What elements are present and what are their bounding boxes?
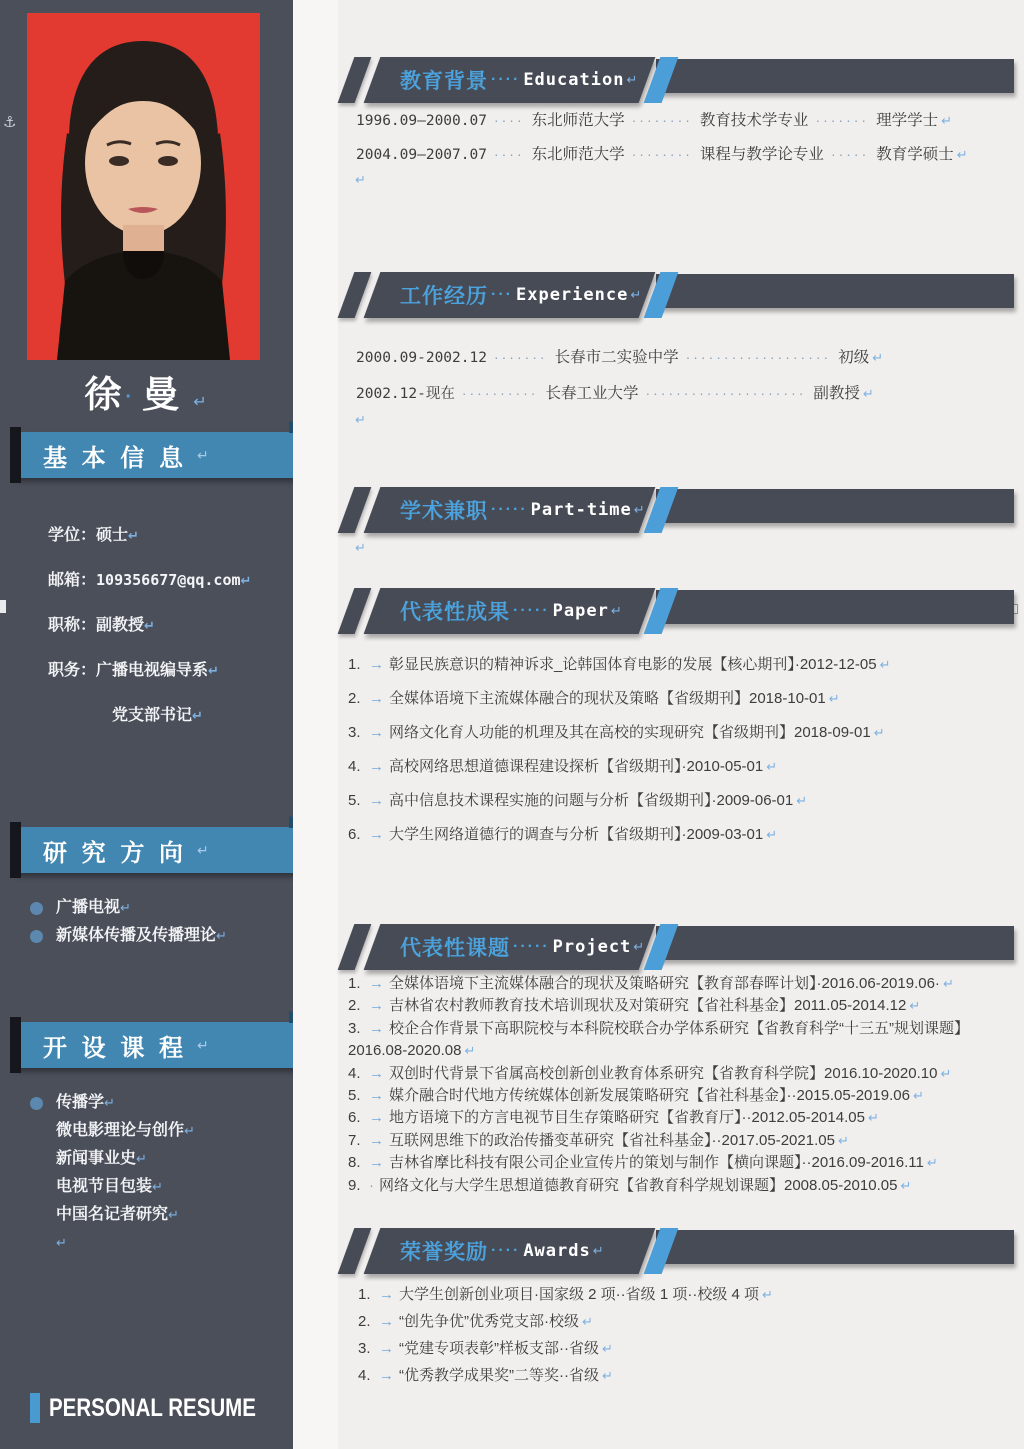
tab-arrow-icon: → <box>369 1109 384 1127</box>
tab-arrow-icon: → <box>369 1154 384 1172</box>
item-number: 6. <box>348 826 361 843</box>
leader-dots: ···· <box>493 112 525 128</box>
paper-item <box>348 682 1016 716</box>
ribbon-band <box>15 432 315 478</box>
return-mark-icon: ↵ <box>610 603 622 618</box>
ribbon-band <box>15 1022 315 1068</box>
item-number: 1. <box>348 975 361 992</box>
portrait-photo <box>27 13 260 360</box>
item-text: 吉林省农村教师教育技术培训现状及对策研究【省社科基金】2011.05-2014.12 <box>389 997 907 1015</box>
list-item <box>30 922 280 950</box>
item-number: 4. <box>358 1367 371 1384</box>
paper-list <box>348 648 1016 852</box>
section-header-awards <box>340 1228 1016 1276</box>
leader-dots: ·········· <box>461 385 539 401</box>
header-title-zh: 教育背景 <box>400 70 488 93</box>
return-mark-icon: ↵ <box>192 708 203 723</box>
return-mark-icon: ↵ <box>867 1110 879 1126</box>
dot-separator: · <box>369 1176 374 1194</box>
footer-brand <box>30 1393 301 1423</box>
education-row <box>356 104 1016 138</box>
item-text: 媒介融合时代地方传统媒体创新发展策略研究【省社科基金】··2015.05-2019.06 <box>389 1087 910 1105</box>
return-mark-icon: ↵ <box>144 618 155 633</box>
basic-info-list <box>48 513 288 738</box>
courses-list <box>30 1089 280 1257</box>
tab-arrow-icon: → <box>379 1313 394 1330</box>
item-text: 双创时代背景下省属高校创新创业教育体系研究【省教育科学院】2016.10-2020.10 <box>389 1064 938 1082</box>
empty-line <box>30 1229 280 1257</box>
name-first: 徐 <box>84 374 124 415</box>
ribbon-edge <box>10 427 21 483</box>
info-value: 109356677@qq.com <box>96 571 241 589</box>
row-time: 1996.09—2000.07 <box>356 113 487 129</box>
header-bar <box>656 489 1014 523</box>
ribbon-band <box>15 827 315 873</box>
return-mark-icon: ↵ <box>104 1095 115 1110</box>
ribbon-title: 基 本 信 息 <box>43 444 188 472</box>
return-mark-icon: ↵ <box>828 691 840 706</box>
info-item-email <box>48 558 288 603</box>
awards-list <box>348 1281 1016 1389</box>
education-rows <box>356 104 1016 172</box>
return-mark-icon: ↵ <box>912 1088 924 1104</box>
item-text: “创先争优”优秀党支部·校级 <box>399 1313 579 1330</box>
name-last: 曼 <box>141 374 181 415</box>
return-mark-icon: ↵ <box>766 827 778 842</box>
row-title: 初级 <box>838 349 870 366</box>
return-mark-icon: ↵ <box>464 1043 476 1059</box>
main-column <box>340 0 1016 1449</box>
project-item <box>348 1130 1016 1152</box>
item-text: 大学生创新创业项目·国家级 2 项··省级 1 项··校级 4 项 <box>399 1286 760 1303</box>
leader-dots: ····· <box>830 146 870 162</box>
return-mark-icon: ↵ <box>942 976 954 991</box>
leader-dots: ····················· <box>645 385 807 401</box>
tab-arrow-icon: → <box>369 826 384 843</box>
project-item <box>348 1152 1016 1174</box>
item-number: 2. <box>358 1313 371 1330</box>
bullet-icon <box>30 930 43 943</box>
item-text: 全媒体语境下主流媒体融合的现状及策略【省级期刊】2018-10-01 <box>389 690 826 707</box>
info-value: 副教授 <box>96 617 145 634</box>
item-number: 3. <box>348 724 361 741</box>
row-title: 副教授 <box>813 385 860 402</box>
leader-dots: ··················· <box>685 349 832 365</box>
return-mark-icon: ↵ <box>216 928 227 943</box>
info-label: 职务： <box>48 662 97 679</box>
item-text: 吉林省摩比科技有限公司企业宣传片的策划与制作【横向课题】··2016.09-2016.11 <box>389 1154 924 1172</box>
return-mark-icon: ↵ <box>626 72 638 87</box>
footer-accent-bar <box>30 1393 40 1423</box>
list-item <box>30 1117 280 1145</box>
row-org: 长春市二实验中学 <box>554 349 679 366</box>
return-mark-icon: ↵ <box>208 663 219 678</box>
item-text: 电视节目包装 <box>56 1178 153 1195</box>
tab-arrow-icon: → <box>369 690 384 707</box>
return-mark-icon: ↵ <box>601 1341 613 1356</box>
return-mark-icon: ↵ <box>592 1243 604 1258</box>
header-bar <box>656 926 1014 960</box>
return-mark-icon: ↵ <box>56 1235 67 1250</box>
header-title-zh: 代表性课题 <box>400 937 510 960</box>
row-school: 东北师范大学 <box>531 146 625 163</box>
header-title-en: Project <box>552 937 632 957</box>
footer-text: PERSONAL RESUME <box>49 1393 256 1422</box>
item-text: 全媒体语境下主流媒体融合的现状及策略研究【教育部春晖计划】·2016.06-2019.06· <box>389 975 940 992</box>
return-mark-icon: ↵ <box>355 412 366 427</box>
return-mark-icon: ↵ <box>940 1065 952 1081</box>
bullet-icon <box>30 902 43 915</box>
return-mark-icon: ↵ <box>862 386 874 401</box>
return-mark-icon: ↵ <box>900 1177 912 1193</box>
name-dot-icon: · <box>125 385 134 408</box>
row-major: 教育技术学专业 <box>699 112 809 129</box>
experience-rows <box>356 340 1016 412</box>
return-mark-icon: ↵ <box>909 998 921 1014</box>
return-mark-icon: ↵ <box>872 350 884 365</box>
header-bar <box>656 590 1014 624</box>
project-item <box>348 995 1016 1017</box>
paper-item <box>348 716 1016 750</box>
return-mark-icon: ↵ <box>941 113 952 128</box>
project-item <box>348 1063 1016 1085</box>
return-mark-icon: ↵ <box>766 759 778 774</box>
header-banner <box>364 924 656 970</box>
item-number: 4. <box>348 1064 361 1082</box>
return-mark-icon: ↵ <box>633 939 645 954</box>
info-value: 广播电视编导系 <box>96 662 209 679</box>
header-title-en: Awards <box>523 1241 591 1261</box>
experience-row <box>356 376 1016 412</box>
return-mark-icon: ↵ <box>355 540 366 555</box>
item-number: 1. <box>358 1286 371 1303</box>
row-major: 课程与教学论专业 <box>699 146 824 163</box>
header-title-en: Experience <box>515 285 629 305</box>
item-text: 中国名记者研究 <box>56 1206 169 1223</box>
return-mark-icon: ↵ <box>197 841 209 858</box>
header-bar <box>656 1230 1014 1264</box>
item-number: 8. <box>348 1154 361 1172</box>
return-mark-icon: ↵ <box>152 1179 163 1194</box>
tab-arrow-icon: → <box>369 792 384 809</box>
return-mark-icon: ↵ <box>197 1036 209 1053</box>
row-degree: 教育学硕士 <box>876 146 954 163</box>
section-header-experience <box>340 272 1016 320</box>
return-mark-icon: ↵ <box>796 793 808 808</box>
item-text: “党建专项表彰”样板支部··省级 <box>399 1340 599 1357</box>
header-banner <box>364 588 656 634</box>
info-value: 硕士 <box>96 527 129 544</box>
row-time: 2004.09—2007.07 <box>356 147 487 163</box>
project-item <box>348 1085 1016 1107</box>
tab-arrow-icon: → <box>369 1064 384 1082</box>
info-label: 职称： <box>48 617 97 634</box>
tab-arrow-icon: → <box>369 1131 384 1149</box>
return-mark-icon: ↵ <box>762 1287 773 1302</box>
header-dots: ··· <box>491 286 513 303</box>
return-mark-icon: ↵ <box>926 1155 938 1171</box>
section-header-paper <box>340 588 1016 636</box>
header-dots: ···· <box>491 1242 521 1259</box>
item-number: 7. <box>348 1131 361 1149</box>
return-mark-icon: ↵ <box>136 1151 147 1166</box>
list-item <box>30 1145 280 1173</box>
list-item <box>30 1173 280 1201</box>
item-number: 6. <box>348 1109 361 1127</box>
leader-dots: ········ <box>631 146 693 162</box>
return-mark-icon: ↵ <box>633 502 645 517</box>
return-mark-icon: ↵ <box>184 1123 195 1138</box>
bullet-icon <box>30 1097 43 1110</box>
return-mark-icon: ↵ <box>355 172 366 187</box>
item-number: 5. <box>348 792 361 809</box>
item-text: 校企合作背景下高职院校与本科院校联合办学体系研究【省教育科学“十三五”规划课题】2016.08-2020.08 <box>348 1019 969 1060</box>
row-time: 2000.09-2002.12 <box>356 350 487 366</box>
tab-arrow-icon: → <box>369 656 384 673</box>
project-list <box>348 973 1016 1197</box>
project-item <box>348 1018 1016 1063</box>
list-item <box>30 1089 280 1117</box>
ribbon-edge <box>10 1017 21 1073</box>
info-item-position2 <box>48 693 288 738</box>
item-text: 微电影理论与创作 <box>56 1122 185 1139</box>
award-item <box>358 1362 1016 1389</box>
ribbon-courses <box>10 1022 315 1068</box>
paper-item <box>348 750 1016 784</box>
tab-arrow-icon: → <box>369 1087 384 1105</box>
return-mark-icon: ↵ <box>128 528 139 543</box>
return-mark-icon: ↵ <box>582 1314 593 1329</box>
header-banner <box>364 1228 656 1274</box>
header-bar <box>656 59 1014 93</box>
project-item <box>348 973 1016 995</box>
item-text: 大学生网络道德行的调查与分析【省级期刊】·2009-03-01 <box>389 826 764 843</box>
row-degree: 理学学士 <box>876 112 939 129</box>
return-mark-icon: ↵ <box>837 1132 849 1148</box>
research-list <box>30 894 280 950</box>
education-row <box>356 138 1016 172</box>
info-label: 邮箱： <box>48 572 97 589</box>
row-time: 2002.12-现在 <box>356 386 455 402</box>
paper-item <box>348 648 1016 682</box>
ribbon-edge <box>10 822 21 878</box>
item-text: “优秀教学成果奖”二等奖··省级 <box>399 1367 599 1384</box>
return-mark-icon: ↵ <box>240 573 252 588</box>
header-banner <box>364 57 656 103</box>
tab-arrow-icon: → <box>379 1367 394 1384</box>
item-number: 9. <box>348 1176 361 1194</box>
tab-arrow-icon: → <box>369 1019 384 1037</box>
leader-dots: ······· <box>815 112 870 128</box>
item-number: 4. <box>348 758 361 775</box>
row-school: 东北师范大学 <box>531 112 625 129</box>
header-banner <box>364 487 656 533</box>
tab-arrow-icon: → <box>369 975 384 992</box>
info-item-degree <box>48 513 288 558</box>
page-gap <box>293 0 338 1449</box>
header-dots: ····· <box>513 602 550 619</box>
ribbon-research <box>10 827 315 873</box>
tab-arrow-icon: → <box>369 997 384 1015</box>
header-title-zh: 荣誉奖励 <box>400 1241 488 1264</box>
award-item <box>358 1281 1016 1308</box>
item-number: 2. <box>348 690 361 707</box>
item-number: 3. <box>358 1340 371 1357</box>
item-number: 3. <box>348 1019 361 1037</box>
header-dots: ···· <box>491 71 521 88</box>
tab-arrow-icon: → <box>369 724 384 741</box>
ribbon-title: 开 设 课 程 <box>43 1034 188 1062</box>
item-text: 网络文化育人功能的机理及其在高校的实现研究【省级期刊】2018-09-01 <box>389 724 871 741</box>
item-text: 互联网思维下的政治传播变革研究【省社科基金】··2017.05-2021.05 <box>389 1131 835 1149</box>
award-item <box>358 1335 1016 1362</box>
header-banner <box>364 272 656 318</box>
item-number: 2. <box>348 997 361 1015</box>
return-mark-icon: ↵ <box>601 1368 613 1383</box>
info-value: 党支部书记 <box>112 707 193 724</box>
paper-item <box>348 784 1016 818</box>
item-text: 高中信息技术课程实施的问题与分析【省级期刊】·2009-06-01 <box>389 792 794 809</box>
project-item <box>348 1107 1016 1129</box>
header-title-en: Education <box>523 70 625 90</box>
return-mark-icon: ↵ <box>873 725 885 740</box>
item-number: 5. <box>348 1087 361 1105</box>
return-mark-icon: ↵ <box>197 446 209 463</box>
header-title-en: Part-time <box>530 500 632 520</box>
return-mark-icon: ↵ <box>168 1207 179 1222</box>
list-item <box>30 894 280 922</box>
info-item-position <box>48 648 288 693</box>
list-item <box>30 1201 280 1229</box>
header-title-en: Paper <box>552 601 609 621</box>
header-dots: ····· <box>491 501 528 518</box>
row-org: 长春工业大学 <box>545 385 639 402</box>
item-text: 高校网络思想道德课程建设探析【省级期刊】·2010-05-01 <box>389 758 764 775</box>
item-text: 广播电视 <box>56 899 121 916</box>
sidebar <box>0 0 293 1449</box>
item-text: 彰显民族意识的精神诉求_论韩国体育电影的发展【核心期刊】·2012-12-05 <box>389 656 877 673</box>
info-label: 学位： <box>48 527 97 544</box>
section-header-parttime <box>340 487 1016 535</box>
return-mark-icon: ↵ <box>956 147 968 162</box>
ribbon-title: 研 究 方 向 <box>43 839 188 867</box>
award-item <box>358 1308 1016 1335</box>
return-mark-icon: ↵ <box>630 287 642 302</box>
item-text: 新媒体传播及传播理论 <box>56 927 217 944</box>
item-text: 网络文化与大学生思想道德教育研究【省教育科学规划课题】2008.05-2010.05 <box>379 1176 898 1194</box>
leader-dots: ···· <box>493 146 525 162</box>
header-title-zh: 工作经历 <box>400 285 488 308</box>
paper-item <box>348 818 1016 852</box>
item-number: 1. <box>348 656 361 673</box>
tab-arrow-icon: → <box>379 1286 394 1303</box>
experience-row <box>356 340 1016 376</box>
info-item-title <box>48 603 288 648</box>
return-mark-icon: ↵ <box>879 657 891 672</box>
project-item <box>348 1175 1016 1197</box>
header-bar <box>656 274 1014 308</box>
header-title-zh: 代表性成果 <box>400 601 510 624</box>
section-header-education <box>340 57 1016 105</box>
item-text: 新闻事业史 <box>56 1150 137 1167</box>
ribbon-basic-info <box>10 432 315 478</box>
tab-arrow-icon: → <box>379 1340 394 1357</box>
section-header-project <box>340 924 1016 972</box>
anchor-icon: ⚓ <box>3 114 17 131</box>
header-title-zh: 学术兼职 <box>400 500 488 523</box>
item-text: 地方语境下的方言电视节目生存策略研究【省教育厅】··2012.05-2014.05 <box>389 1109 865 1127</box>
return-mark-icon: ↵ <box>120 900 131 915</box>
person-name <box>0 364 293 418</box>
tab-arrow-icon: → <box>369 758 384 775</box>
return-mark-icon: ↵ <box>193 394 209 411</box>
item-text: 传播学 <box>56 1094 105 1111</box>
header-dots: ····· <box>513 938 550 955</box>
leader-dots: ······· <box>493 349 548 365</box>
leader-dots: ········ <box>631 112 693 128</box>
screen-artifact <box>0 600 6 613</box>
